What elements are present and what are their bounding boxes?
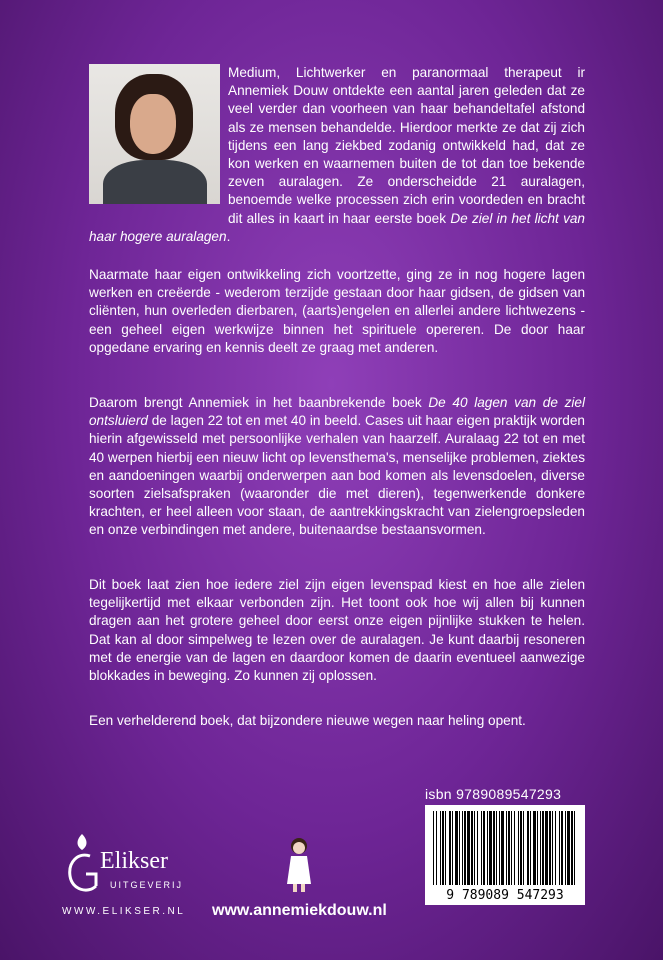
- barcode-bar: [527, 811, 529, 885]
- barcode-bar: [459, 811, 460, 885]
- portrait-face: [130, 94, 176, 154]
- barcode-bar: [493, 811, 495, 885]
- paragraph-3: [89, 394, 585, 540]
- barcode-bar: [452, 811, 453, 885]
- barcode-bar: [552, 811, 553, 885]
- publisher-url[interactable]: WWW.ELIKSER.NL: [62, 906, 186, 917]
- barcode-bar: [514, 811, 515, 885]
- isbn-label: isbn 9789089547293: [425, 786, 562, 802]
- barcode-bar: [445, 811, 446, 885]
- portrait-body: [103, 160, 207, 204]
- isbn-barcode-block: [425, 786, 585, 908]
- book-title: De 40 lagen van de ziel ontsluierd: [89, 395, 585, 429]
- barcode-bar: [518, 811, 519, 885]
- barcode-bar: [433, 811, 434, 885]
- intro-text: Medium, Lichtwerker en paranormaal therapeut ir Annemiek Douw ontdekte een aantal jaren geleden dat ze veel verder dan voorheen van haar behandeltafel afstond als ze mensen behandelde. Hierdoor merkte ze dat zij zich tijdens een lang ziekbed zodanig ontwikkeld had, dat ze kon werken en waarnemen buiten de tot dan toe bekende zeven auralagen. Ze onderscheidde 21 auralagen, benoemde welke processen zich erin voordeden en bracht dit alles in kaart in haar eerste boek: [228, 65, 585, 226]
- barcode: [425, 805, 585, 905]
- barcode-digits: 9 789089 547293: [446, 888, 564, 903]
- angel-doll-icon: [283, 836, 315, 894]
- paragraph-3-start: Daarom brengt Annemiek in het baanbrekende boek: [89, 395, 429, 410]
- barcode-bar: [474, 811, 475, 885]
- barcode-bar: [520, 811, 522, 885]
- paragraph-4: Dit boek laat zien hoe iedere ziel zijn eigen levenspad kiest en hoe alle zielen tegelijkertijd met elkaar verbonden zijn. Het toont ook hoe wij allen bij kunnen dragen aan het grotere geheel door eerst onze eigen pijnlijke stukken te helen. Dat kan al door simpelweg te lezen over de auralagen. Je kunt daarbij resoneren met de energie van de lagen en daardoor komen de daarin eventueel aanwezige blokkades in beweging. Zo kunnen zij oplossen.: [89, 577, 585, 684]
- barcode-bar: [501, 811, 504, 885]
- publisher-logo: [62, 830, 212, 910]
- barcode-bar: [483, 811, 485, 885]
- barcode-bar: [496, 811, 497, 885]
- barcode-bar: [567, 811, 570, 885]
- barcode-bar: [440, 811, 441, 885]
- first-book-title: De ziel in het licht van haar hogere auralagen: [89, 210, 585, 244]
- author-website[interactable]: www.annemiekdouw.nl: [212, 902, 387, 919]
- barcode-bar: [471, 811, 473, 885]
- publisher-sub: UITGEVERIJ: [110, 880, 184, 890]
- barcode-bar: [555, 811, 556, 885]
- barcode-bar: [442, 811, 444, 885]
- barcode-bar: [455, 811, 458, 885]
- barcode-bar: [508, 811, 510, 885]
- barcode-bar: [571, 811, 573, 885]
- barcode-bar: [561, 811, 563, 885]
- elikser-logo-icon: [62, 830, 102, 900]
- barcode-bar: [506, 811, 507, 885]
- intro-end: .: [226, 228, 231, 244]
- barcode-bar: [559, 811, 560, 885]
- barcode-bar: [464, 811, 466, 885]
- barcode-bar: [523, 811, 524, 885]
- barcode-bar: [499, 811, 500, 885]
- barcode-bar: [542, 811, 544, 885]
- barcode-bar: [574, 811, 575, 885]
- barcode-bar: [481, 811, 482, 885]
- paragraph-5: Een verhelderend boek, dat bijzondere nieuwe wegen naar heling opent.: [89, 713, 526, 728]
- paragraph-2: Naarmate haar eigen ontwikkeling zich voortzette, ging ze in nog hogere lagen werken en creëerde - wederom terzijde gestaan door haar gidsen, de gidsen van cliënten, hun overleden dierbaren, (aarts)engelen en allerlei andere lichtwezens - een geheel eigen werkwijze binnen het spirituele opereren. De door haar opgedane ervaring en kennis deelt ze graag met anderen.: [89, 267, 585, 355]
- barcode-bar: [537, 811, 538, 885]
- barcode-bar: [549, 811, 551, 885]
- barcode-bar: [565, 811, 566, 885]
- barcode-bar: [489, 811, 492, 885]
- paragraph-3-rest: de lagen 22 tot en met 40 in beeld. Cases uit haar eigen praktijk worden hierin afgewisseld met persoonlijke verhalen van haarzelf. Auralaag 22 tot en met 40 werpen hierbij een nieuw licht op levensthema's, menselijke problemen, ziektes en aandoeningen waarbij onderwerpen aan bod komen als levensdoelen, diverse soorten zielsafspraken (waaronder die met dieren), tegenwerkende donkere krachten, er heel alleen voor staan, de aantrekkingskracht van zielengroepsleden en onze verbindingen met andere, buitenaardse bestaansvormen.: [89, 413, 586, 538]
- barcode-bar: [511, 811, 512, 885]
- barcode-bar: [533, 811, 536, 885]
- barcode-bar: [467, 811, 470, 885]
- barcode-bar: [545, 811, 548, 885]
- publisher-name: Elikser: [100, 848, 168, 874]
- barcode-bar: [449, 811, 451, 885]
- barcode-bar: [487, 811, 488, 885]
- barcode-bar: [477, 811, 478, 885]
- barcode-bar: [530, 811, 531, 885]
- barcode-bar: [436, 811, 437, 885]
- barcode-bar: [540, 811, 541, 885]
- barcode-bar: [462, 811, 463, 885]
- author-portrait: [89, 64, 220, 204]
